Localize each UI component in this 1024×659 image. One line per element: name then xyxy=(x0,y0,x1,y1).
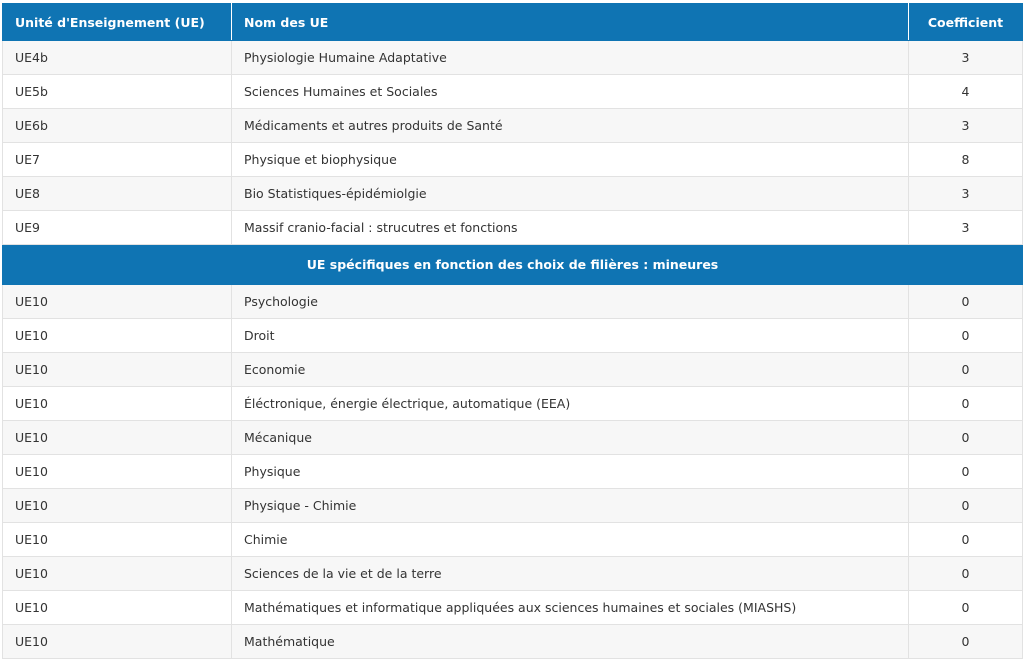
cell-coefficient: 8 xyxy=(909,143,1023,177)
cell-ue: UE10 xyxy=(3,387,232,421)
table-row xyxy=(3,353,1023,387)
table-row xyxy=(3,285,1023,319)
cell-coefficient: 3 xyxy=(909,109,1023,143)
cell-ue: UE8 xyxy=(3,177,232,211)
table-row xyxy=(3,387,1023,421)
cell-name: Physique - Chimie xyxy=(232,489,909,523)
cell-name: Mathématique xyxy=(232,625,909,659)
header-name: Nom des UE xyxy=(232,4,909,41)
table-row xyxy=(3,421,1023,455)
section-title: UE spécifiques en fonction des choix de filières : mineures xyxy=(3,245,1023,285)
cell-ue: UE5b xyxy=(3,75,232,109)
cell-name: Physique xyxy=(232,455,909,489)
table-row xyxy=(3,211,1023,245)
cell-ue: UE4b xyxy=(3,41,232,75)
cell-name: Sciences Humaines et Sociales xyxy=(232,75,909,109)
cell-name: Médicaments et autres produits de Santé xyxy=(232,109,909,143)
cell-ue: UE10 xyxy=(3,625,232,659)
cell-name: Droit xyxy=(232,319,909,353)
cell-name: Psychologie xyxy=(232,285,909,319)
header-coefficient: Coefficient xyxy=(909,4,1023,41)
table-row xyxy=(3,489,1023,523)
table-row xyxy=(3,523,1023,557)
cell-ue: UE10 xyxy=(3,353,232,387)
table-row xyxy=(3,109,1023,143)
cell-name: Bio Statistiques-épidémiolgie xyxy=(232,177,909,211)
cell-name: Sciences de la vie et de la terre xyxy=(232,557,909,591)
cell-name: Chimie xyxy=(232,523,909,557)
cell-name: Éléctronique, énergie électrique, automatique (EEA) xyxy=(232,387,909,421)
cell-coefficient: 0 xyxy=(909,591,1023,625)
header-ue: Unité d'Enseignement (UE) xyxy=(3,4,232,41)
table-header-row xyxy=(3,4,1023,41)
table-row xyxy=(3,625,1023,659)
cell-coefficient: 0 xyxy=(909,625,1023,659)
cell-coefficient: 4 xyxy=(909,75,1023,109)
cell-ue: UE10 xyxy=(3,319,232,353)
cell-name: Massif cranio-facial : strucutres et fonctions xyxy=(232,211,909,245)
ue-coefficient-table xyxy=(2,3,1023,659)
cell-name: Mathématiques et informatique appliquées aux sciences humaines et sociales (MIASHS) xyxy=(232,591,909,625)
cell-name: Physiologie Humaine Adaptative xyxy=(232,41,909,75)
cell-name: Economie xyxy=(232,353,909,387)
main-rows xyxy=(3,41,1023,245)
cell-coefficient: 3 xyxy=(909,177,1023,211)
table-row xyxy=(3,177,1023,211)
cell-ue: UE10 xyxy=(3,285,232,319)
cell-coefficient: 0 xyxy=(909,455,1023,489)
minor-rows xyxy=(3,245,1023,659)
cell-coefficient: 0 xyxy=(909,353,1023,387)
cell-coefficient: 3 xyxy=(909,41,1023,75)
cell-ue: UE10 xyxy=(3,421,232,455)
cell-ue: UE7 xyxy=(3,143,232,177)
cell-coefficient: 0 xyxy=(909,421,1023,455)
cell-ue: UE10 xyxy=(3,489,232,523)
cell-name: Physique et biophysique xyxy=(232,143,909,177)
cell-ue: UE10 xyxy=(3,557,232,591)
table-row xyxy=(3,557,1023,591)
cell-coefficient: 0 xyxy=(909,489,1023,523)
cell-name: Mécanique xyxy=(232,421,909,455)
cell-coefficient: 0 xyxy=(909,523,1023,557)
cell-coefficient: 0 xyxy=(909,319,1023,353)
cell-coefficient: 0 xyxy=(909,285,1023,319)
table-row xyxy=(3,143,1023,177)
table-row xyxy=(3,41,1023,75)
cell-ue: UE10 xyxy=(3,523,232,557)
table-row xyxy=(3,591,1023,625)
cell-coefficient: 0 xyxy=(909,387,1023,421)
section-header-row xyxy=(3,245,1023,285)
table-row xyxy=(3,75,1023,109)
cell-coefficient: 0 xyxy=(909,557,1023,591)
cell-coefficient: 3 xyxy=(909,211,1023,245)
table-row xyxy=(3,455,1023,489)
cell-ue: UE10 xyxy=(3,455,232,489)
cell-ue: UE9 xyxy=(3,211,232,245)
table-row xyxy=(3,319,1023,353)
cell-ue: UE6b xyxy=(3,109,232,143)
cell-ue: UE10 xyxy=(3,591,232,625)
